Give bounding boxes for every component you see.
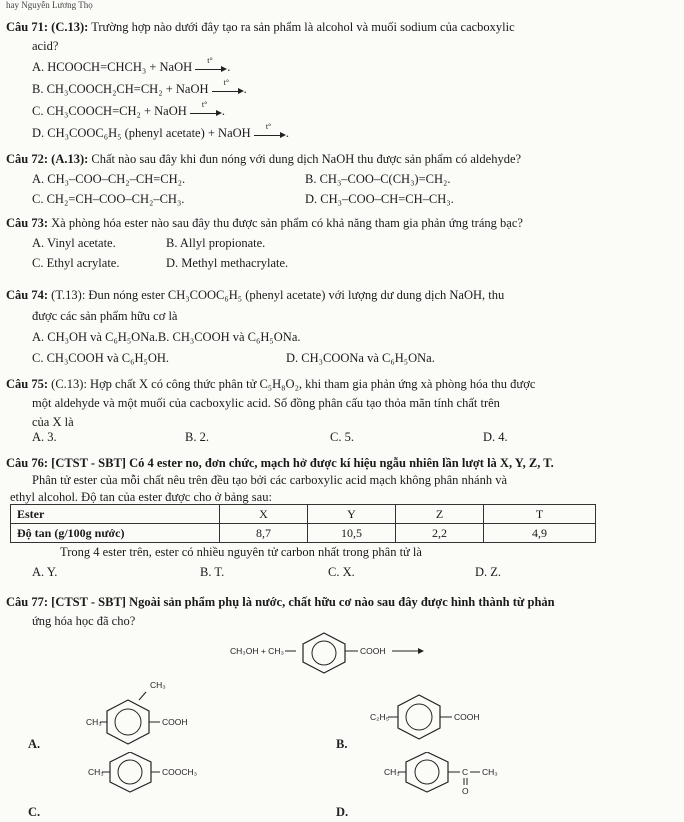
q71-stem	[6, 20, 515, 34]
q77-option-c[interactable]	[28, 752, 218, 818]
substituent: C₂H₅	[370, 712, 390, 722]
q77-option-d[interactable]	[336, 752, 536, 818]
q72-text: Chất nào sau đây khi đun nóng với dung dịch NaOH thu được sản phẩm có aldehyde?	[91, 152, 522, 166]
q76-option-a[interactable]: A. Y.	[32, 565, 58, 579]
q71-code: (C.13):	[51, 20, 89, 34]
q76-text: [CTST - SBT] Có 4 ester no, đơn chức, mạch hở được kí hiệu ngẫu nhiên lần lượt là X, Y, Z, T.	[51, 456, 554, 470]
q75-text3: của X là	[32, 415, 74, 429]
option-key: D.	[336, 805, 349, 818]
substituent: COOCH₃	[162, 767, 198, 777]
q74-text2: được các sản phẩm hữu cơ là	[32, 309, 178, 323]
reaction-arrow-icon: t°	[254, 129, 286, 139]
q76-text2: Phân tử ester của mỗi chất nêu trên đều tạo bởi các carboxylic acid mạch không phân nhánh và	[32, 473, 508, 487]
option-key: C.	[32, 104, 44, 118]
q76-option-b[interactable]: B. T.	[200, 565, 225, 579]
substituent: CH₃	[88, 767, 104, 777]
option-text: CH₃COOC₆H₅ (phenyl acetate) + NaOH	[47, 126, 251, 140]
q77-option-a[interactable]	[28, 678, 218, 750]
solubility-table	[10, 504, 596, 543]
option-text: CH₃COOCH₂CH=CH₂ + NaOH	[46, 82, 209, 96]
table-cell: Ester	[11, 505, 220, 524]
reaction-diagram	[220, 626, 520, 676]
benzene-ring-icon	[110, 752, 151, 792]
q72-option-b[interactable]: B. CH₃–COO–C(CH₃)=CH₂.	[305, 172, 451, 186]
benzene-ring-icon	[303, 633, 345, 673]
table-cell: Y	[308, 505, 396, 524]
q74-text: (T.13): Đun nóng ester CH₃COOC₆H₅ (phenyl acetate) với lượng dư dung dịch NaOH, thu	[51, 288, 505, 302]
q72-option-c[interactable]: C. CH₂=CH–COO–CH₂–CH₃.	[32, 192, 185, 206]
option-key: C.	[28, 805, 41, 818]
q74-stem	[6, 288, 504, 302]
option-key: A.	[32, 60, 45, 74]
table-cell: Z	[396, 505, 484, 524]
substituent: CH₃	[150, 680, 166, 690]
table-cell: 8,7	[220, 524, 308, 543]
q75-option-b[interactable]: B. 2.	[185, 430, 209, 444]
reaction-arrow-icon: t°	[195, 63, 227, 73]
q71-text: Trường hợp nào dưới đây tạo ra sản phẩm là alcohol và muối sodium của cacboxylic	[91, 20, 515, 34]
q75-label: Câu 75:	[6, 377, 49, 391]
q71-option-c[interactable]: C. CH₃COOCH=CH₂ + NaOH t° .	[32, 100, 226, 118]
table-row	[11, 505, 596, 524]
reaction-arrow-icon: t°	[212, 85, 244, 95]
q76-option-c[interactable]: C. X.	[328, 565, 355, 579]
option-text: HCOOCH=CHCH₃ + NaOH	[47, 60, 193, 74]
page-header: hay Nguyễn Lương Thọ	[6, 0, 93, 10]
carbonyl-oxygen: O	[462, 786, 469, 796]
q75-text2: một aldehyde và một muối của cacboxylic acid. Số đồng phân cấu tạo thỏa mãn tính chất trên	[32, 396, 500, 410]
q75-stem	[6, 377, 535, 391]
benzene-ring-icon	[107, 700, 149, 744]
reaction-left: CH₃OH + CH₃	[230, 646, 284, 656]
q77-text2: ứng hóa học đã cho?	[32, 614, 136, 628]
q74-option-c[interactable]: C. CH₃COOH và C₆H₅OH.	[32, 351, 170, 365]
q73-option-b[interactable]: B. Allyl propionate.	[166, 236, 266, 250]
substituent: COOH	[454, 712, 480, 722]
benzene-ring-icon	[406, 752, 448, 792]
q74-option-ab[interactable]: A. CH₃OH và C₆H₅ONa.B. CH₃COOH và C₆H₅ONa.	[32, 330, 301, 344]
q75-option-c[interactable]: C. 5.	[330, 430, 354, 444]
q73-text: Xà phòng hóa ester nào sau đây thu được sản phẩm có khả năng tham gia phản ứng tráng bạc?	[51, 216, 523, 230]
option-key: B.	[336, 737, 348, 750]
q71-option-b[interactable]: B. CH₃COOCH₂CH=CH₂ + NaOH t° .	[32, 78, 247, 96]
reaction-right: COOH	[360, 646, 386, 656]
table-cell: X	[220, 505, 308, 524]
q71-label: Câu 71:	[6, 20, 49, 34]
q73-stem	[6, 216, 523, 230]
substituent: CH₃	[86, 717, 102, 727]
q72-option-a[interactable]: A. CH₃–COO–CH₂–CH=CH₂.	[32, 172, 186, 186]
q72-label: Câu 72:	[6, 152, 49, 166]
q77-text: [CTST - SBT] Ngoài sản phẩm phụ là nước, chất hữu cơ nào sau đây được hình thành từ phản	[51, 595, 555, 609]
q72-code: (A.13):	[51, 152, 89, 166]
q73-option-d[interactable]: D. Methyl methacrylate.	[166, 256, 289, 270]
q73-option-c[interactable]: C. Ethyl acrylate.	[32, 256, 120, 270]
q75-option-a[interactable]: A. 3.	[32, 430, 57, 444]
substituent: CH₃	[384, 767, 400, 777]
carbonyl-carbon: C	[462, 767, 469, 777]
q72-stem	[6, 152, 521, 166]
table-cell: 2,2	[396, 524, 484, 543]
table-cell: Độ tan (g/100g nước)	[11, 524, 220, 543]
q71-option-a[interactable]: A. HCOOCH=CHCH₃ + NaOH t° .	[32, 56, 231, 74]
option-key: B.	[32, 82, 44, 96]
q76-text3: ethyl alcohol. Độ tan của ester được cho ở bảng sau:	[10, 490, 272, 504]
q71-option-d[interactable]: D. CH₃COOC₆H₅ (phenyl acetate) + NaOH t° .	[32, 122, 289, 140]
q77-stem	[6, 595, 555, 609]
q76-option-d[interactable]: D. Z.	[475, 565, 502, 579]
q75-option-d[interactable]: D. 4.	[483, 430, 508, 444]
q73-option-a[interactable]: A. Vinyl acetate.	[32, 236, 116, 250]
table-row	[11, 524, 596, 543]
reaction-arrow-icon: t°	[190, 107, 222, 117]
q71-text2: acid?	[32, 39, 59, 53]
q77-option-b[interactable]	[336, 688, 516, 750]
table-cell: 4,9	[484, 524, 596, 543]
option-text: CH₃COOCH=CH₂ + NaOH	[46, 104, 187, 118]
q74-option-d[interactable]: D. CH₃COONa và C₆H₅ONa.	[286, 351, 435, 365]
substituent: COOH	[162, 717, 188, 727]
q76-after: Trong 4 ester trên, ester có nhiều nguyên tử carbon nhất trong phân tử là	[60, 545, 422, 559]
q73-label: Câu 73:	[6, 216, 49, 230]
option-key: D.	[32, 126, 45, 140]
q76-label: Câu 76:	[6, 456, 49, 470]
table-cell: 10,5	[308, 524, 396, 543]
table-cell: T	[484, 505, 596, 524]
option-key: A.	[28, 737, 41, 750]
q72-option-d[interactable]: D. CH₃–COO–CH=CH–CH₃.	[305, 192, 454, 206]
q74-label: Câu 74:	[6, 288, 49, 302]
q77-label: Câu 77:	[6, 595, 49, 609]
q75-text: (C.13): Hợp chất X có công thức phân tử C₅H₈O₂, khi tham gia phản ứng xà phòng hóa thu được	[51, 377, 536, 391]
substituent: CH₃	[482, 767, 498, 777]
benzene-ring-icon	[398, 695, 440, 739]
q76-stem	[6, 456, 554, 470]
